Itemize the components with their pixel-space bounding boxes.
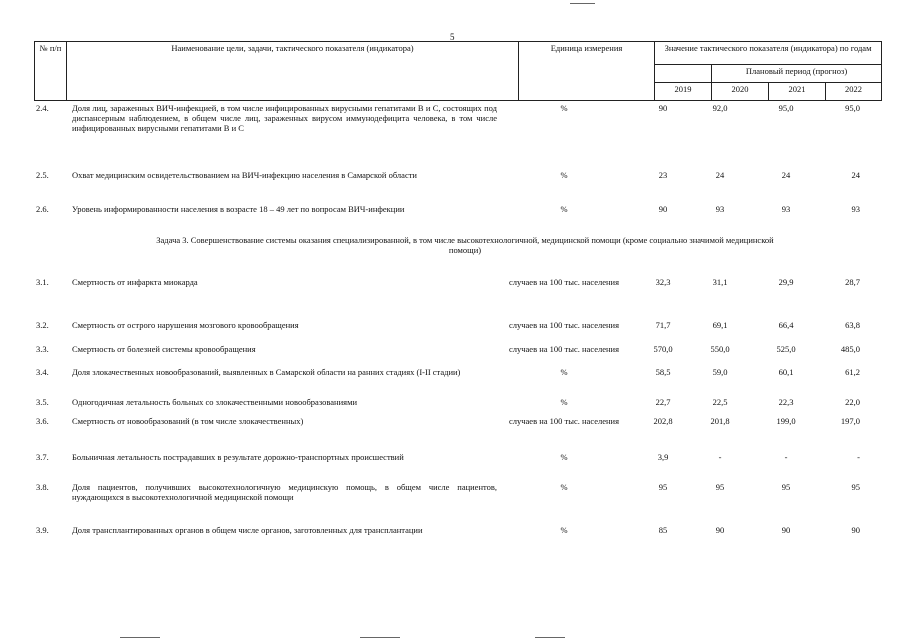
scan-mark	[120, 637, 160, 638]
row-unit: %	[560, 525, 568, 535]
row-value: 90	[658, 204, 668, 214]
row-value: 95	[851, 482, 860, 492]
row-value: 61,2	[845, 367, 860, 377]
row-number: 3.7.	[36, 452, 49, 462]
row-value: 71,7	[655, 320, 671, 330]
task-heading: Задача 3. Совершенствование системы оказания специализированной, в том числе высокотехнологичной, медицинской помощи (кроме социально значимой медицинской помощи)	[156, 235, 774, 255]
row-value: 60,1	[778, 367, 794, 377]
row-value: 59,0	[712, 367, 728, 377]
row-value: 85	[658, 525, 668, 535]
row-value: 201,8	[710, 416, 730, 426]
row-value: 22,5	[712, 397, 728, 407]
row-name: Доля трансплантированных органов в общем числе органов, заготовленных для трансплантации	[72, 525, 423, 535]
row-number: 3.4.	[36, 367, 49, 377]
row-number: 3.5.	[36, 397, 49, 407]
row-value: 525,0	[776, 344, 796, 354]
row-name: Смертность от инфаркта миокарда	[72, 277, 198, 287]
row-value: 28,7	[845, 277, 860, 287]
row-value: -	[784, 452, 788, 462]
row-name: Больничная летальность пострадавших в результате дорожно-транспортных происшествий	[72, 452, 404, 462]
row-value: 92,0	[712, 103, 728, 113]
row-value: 22,3	[778, 397, 794, 407]
row-number: 3.2.	[36, 320, 49, 330]
row-number: 3.6.	[36, 416, 49, 426]
row-name: Смертность от новообразований (в том числе злокачественных)	[72, 416, 304, 426]
row-number: 2.4.	[36, 103, 49, 113]
row-unit: %	[560, 103, 568, 113]
row-number: 3.8.	[36, 482, 49, 492]
row-unit: %	[560, 397, 568, 407]
row-name: Смертность от болезней системы кровообращения	[72, 344, 256, 354]
scan-mark	[360, 637, 400, 638]
row-value: 24	[715, 170, 725, 180]
row-value: 63,8	[845, 320, 860, 330]
page-number: 5	[450, 32, 455, 42]
header-year: 2022	[826, 83, 882, 101]
row-value: -	[718, 452, 722, 462]
row-value: 31,1	[712, 277, 728, 287]
row-unit: случаев на 100 тыс. населения	[509, 344, 619, 354]
row-value: 95	[781, 482, 791, 492]
row-value: 90	[851, 525, 860, 535]
row-value: 90	[781, 525, 791, 535]
row-value: 66,4	[778, 320, 794, 330]
header-year: 2021	[769, 83, 826, 101]
header-year: 2019	[655, 83, 712, 101]
row-number: 3.9.	[36, 525, 49, 535]
row-name: Одногодичная летальность больных со злокачественными новообразованиями	[72, 397, 357, 407]
row-number: 3.3.	[36, 344, 49, 354]
scan-mark	[535, 637, 565, 638]
row-value: 202,8	[653, 416, 673, 426]
row-unit: %	[560, 170, 568, 180]
row-value: 22,0	[845, 397, 860, 407]
row-name: Доля лиц, зараженных ВИЧ-инфекцией, в том числе инфицированных вирусными гепатитами В и С, состоящих под диспансерным наблюдением, в общем числе лиц, зараженных вирусом иммунодефицита человека, в том числе инфицированных вирусными гепатитами В и С	[72, 103, 497, 133]
row-value: 95,0	[845, 103, 860, 113]
header-year: 2020	[712, 83, 769, 101]
row-value: 22,7	[655, 397, 671, 407]
row-value: 29,9	[778, 277, 794, 287]
row-unit: случаев на 100 тыс. населения	[509, 320, 619, 330]
header-col-name: Наименование цели, задачи, тактического показателя (индикатора)	[67, 42, 519, 101]
row-value: 93	[781, 204, 791, 214]
header-col-unit: Единица измерения	[519, 42, 655, 101]
row-value: 69,1	[712, 320, 728, 330]
row-number: 2.5.	[36, 170, 49, 180]
row-name: Охват медицинским освидетельствованием на ВИЧ-инфекцию населения в Самарской области	[72, 170, 417, 180]
row-name: Доля пациентов, получивших высокотехнологичную медицинскую помощь, в общем числе пациентов, нуждающихся в высокотехнологичной медицинской помощи	[72, 482, 497, 502]
header-col-num: № п/п	[35, 42, 67, 101]
header-col-value: Значение тактического показателя (индикатора) по годам	[655, 42, 882, 65]
row-value: 58,5	[655, 367, 671, 377]
row-value: 24	[851, 170, 860, 180]
row-value: 23	[658, 170, 668, 180]
row-number: 2.6.	[36, 204, 49, 214]
row-value: 3,9	[657, 452, 669, 462]
row-value: 24	[781, 170, 791, 180]
row-unit: %	[560, 367, 568, 377]
row-value: 93	[851, 204, 860, 214]
row-value: 485,0	[840, 344, 860, 354]
row-name: Уровень информированности населения в возрасте 18 – 49 лет по вопросам ВИЧ-инфекции	[72, 204, 405, 214]
row-unit: %	[560, 452, 568, 462]
row-name: Доля злокачественных новообразований, выявленных в Самарской области на ранних стадиях (I-II стадии)	[72, 367, 461, 377]
row-value: 570,0	[653, 344, 673, 354]
row-unit: %	[560, 482, 568, 492]
row-number: 3.1.	[36, 277, 49, 287]
header-col-period: Плановый период (прогноз)	[712, 65, 882, 83]
row-value: 197,0	[840, 416, 860, 426]
row-unit: %	[560, 204, 568, 214]
row-name: Смертность от острого нарушения мозгового кровообращения	[72, 320, 299, 330]
row-value: 550,0	[710, 344, 730, 354]
row-value: -	[857, 452, 860, 462]
row-value: 32,3	[655, 277, 671, 287]
row-value: 93	[715, 204, 725, 214]
scan-mark	[570, 3, 595, 4]
row-value: 199,0	[776, 416, 796, 426]
row-value: 95	[658, 482, 668, 492]
row-unit: случаев на 100 тыс. населения	[509, 416, 619, 426]
row-value: 95,0	[778, 103, 794, 113]
row-unit: случаев на 100 тыс. населения	[509, 277, 619, 287]
row-value: 90	[658, 103, 668, 113]
row-value: 90	[715, 525, 725, 535]
row-value: 95	[715, 482, 725, 492]
